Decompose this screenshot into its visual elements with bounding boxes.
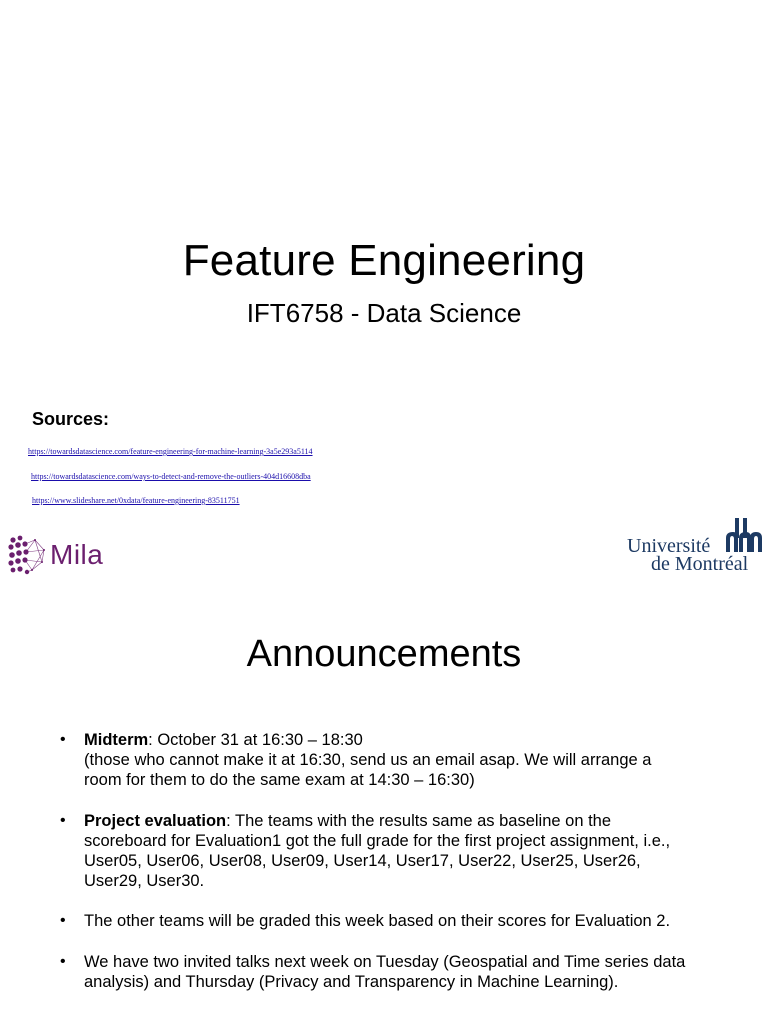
announcement-text: The other teams will be graded this week based on their scores for Evaluation 2. (84, 912, 671, 931)
sources-label: Sources: (32, 409, 110, 429)
udem-wordmark-line2: de Montréal (651, 553, 749, 575)
announcement-text: : October 31 at 16:30 – 18:30 (148, 731, 363, 749)
slide-subtitle: IFT6758 - Data Science (246, 298, 522, 328)
bullet-icon: • (60, 912, 66, 930)
source-link-1[interactable]: https://towardsdatascience.com/feature-engineering-for-machine-learning-3a5e293a5114 (28, 447, 313, 456)
udem-logo (626, 518, 764, 574)
slide-title: Feature Engineering (182, 236, 586, 285)
announcement-heading: Midterm (84, 731, 149, 749)
announcement-item-midterm (56, 730, 706, 791)
bullet-icon: • (60, 811, 66, 829)
announcement-text-line2: analysis) and Thursday (Privacy and Transparency in Machine Learning). (84, 972, 619, 991)
announcement-item-project-evaluation (56, 811, 706, 892)
announcement-text-line2: (those who cannot make it at 16:30, send us an email asap. We will arrange a (84, 751, 652, 770)
announcement-text-line3: User05, User06, User08, User09, User14, User17, User22, User25, User26, (84, 852, 641, 871)
announcement-text-line2: scoreboard for Evaluation1 got the full grade for the first project assignment, i.e., (84, 831, 671, 850)
announcement-heading: Project evaluation (84, 811, 227, 830)
mila-wordmark: Mila (50, 539, 104, 570)
announcement-text-line3: room for them to do the same exam at 14:30 – 16:30) (84, 771, 475, 790)
udem-mark-icon (726, 518, 762, 552)
mila-dots-icon (8, 534, 48, 576)
announcement-text: We have two invited talks next week on Tuesday (Geospatial and Time series data (84, 952, 686, 971)
mila-logo (8, 534, 104, 576)
bullet-icon: • (60, 731, 66, 748)
source-link-3[interactable]: https://www.slideshare.net/0xdata/feature-engineering-83511751 (32, 496, 240, 505)
announcement-item-grading (56, 911, 706, 931)
bullet-icon: • (60, 952, 66, 970)
announcements-title: Announcements (246, 633, 522, 675)
announcement-item-invited-talks (56, 952, 706, 992)
udem-wordmark-line1: Université (627, 535, 711, 557)
announcement-list (56, 730, 706, 1012)
source-link-2[interactable]: https://towardsdatascience.com/ways-to-detect-and-remove-the-outliers-404d16608dba (31, 472, 311, 481)
announcement-text-line4: User29, User30. (84, 872, 205, 891)
announcement-text: : The teams with the results same as baseline on the (226, 811, 612, 830)
